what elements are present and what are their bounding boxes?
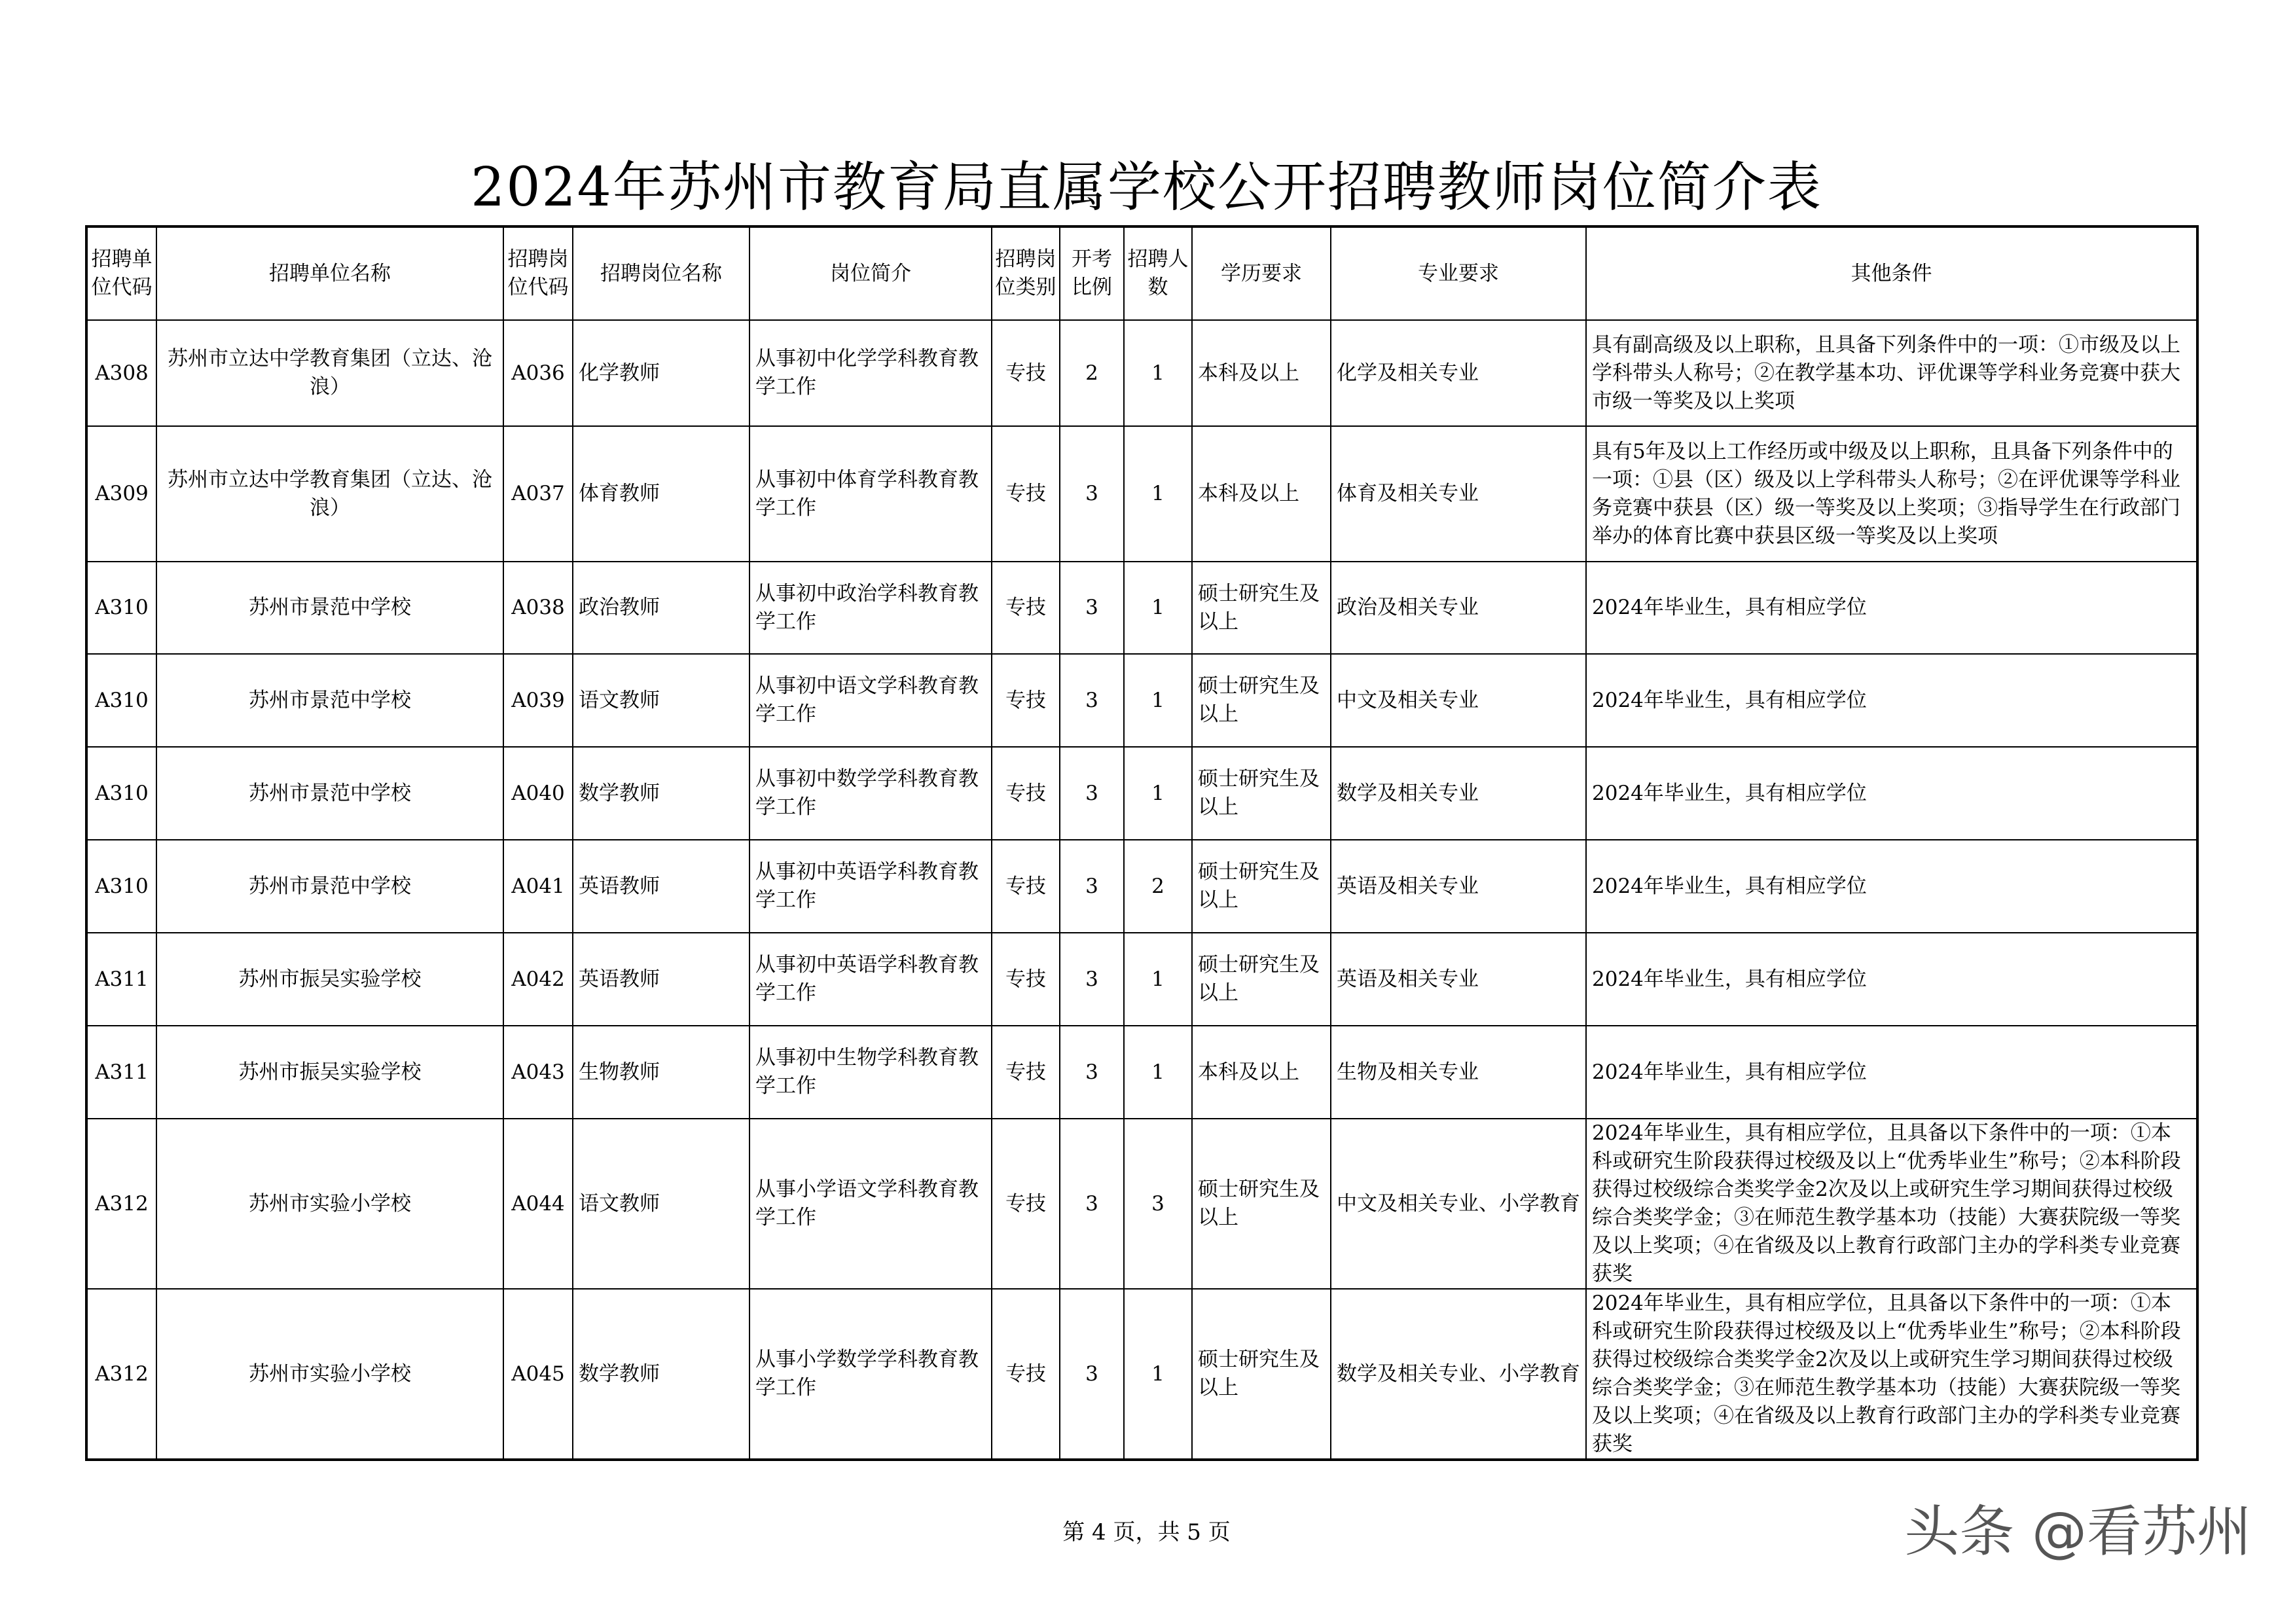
cell-ratio: 3 [1060, 1289, 1124, 1460]
cell-unit-code: A308 [86, 320, 156, 426]
cell-unit-name: 苏州市立达中学教育集团（立达、沧浪） [156, 320, 503, 426]
table-row [86, 1119, 2197, 1289]
cell-post-code: A038 [503, 562, 573, 654]
cell-major: 英语及相关专业 [1331, 933, 1586, 1026]
cell-major: 化学及相关专业 [1331, 320, 1586, 426]
cell-count: 1 [1124, 562, 1192, 654]
cell-other: 2024年毕业生，具有相应学位 [1586, 747, 2197, 840]
cell-post-intro: 从事初中化学学科教育教学工作 [749, 320, 992, 426]
cell-major: 中文及相关专业、小学教育 [1331, 1119, 1586, 1289]
cell-count: 1 [1124, 654, 1192, 747]
cell-ratio: 2 [1060, 320, 1124, 426]
cell-education: 硕士研究生及以上 [1192, 933, 1331, 1026]
cell-other: 2024年毕业生，具有相应学位 [1586, 562, 2197, 654]
header-post-name: 招聘岗位名称 [573, 226, 749, 320]
cell-education: 硕士研究生及以上 [1192, 840, 1331, 933]
table-row [86, 320, 2197, 426]
cell-post-name: 英语教师 [573, 840, 749, 933]
cell-unit-code: A312 [86, 1289, 156, 1460]
cell-count: 1 [1124, 426, 1192, 562]
cell-other: 具有5年及以上工作经历或中级及以上职称，且具备下列条件中的一项：①县（区）级及以上学科带头人称号；②在评优课等学科业务竞赛中获县（区）级一等奖及以上奖项；③指导学生在行政部门举办的体育比赛中获县区级一等奖及以上奖项 [1586, 426, 2197, 562]
cell-post-type: 专技 [992, 562, 1060, 654]
cell-unit-code: A310 [86, 840, 156, 933]
cell-ratio: 3 [1060, 1026, 1124, 1119]
table-row [86, 1289, 2197, 1460]
cell-post-name: 化学教师 [573, 320, 749, 426]
cell-education: 硕士研究生及以上 [1192, 654, 1331, 747]
cell-post-type: 专技 [992, 1026, 1060, 1119]
cell-other: 2024年毕业生，具有相应学位 [1586, 840, 2197, 933]
cell-unit-code: A312 [86, 1119, 156, 1289]
cell-unit-name: 苏州市景范中学校 [156, 840, 503, 933]
page-number: 第 4 页，共 5 页 [1062, 1519, 1231, 1545]
cell-post-type: 专技 [992, 747, 1060, 840]
cell-unit-name: 苏州市实验小学校 [156, 1289, 503, 1460]
cell-post-intro: 从事初中生物学科教育教学工作 [749, 1026, 992, 1119]
cell-post-name: 英语教师 [573, 933, 749, 1026]
cell-unit-name: 苏州市振吴实验学校 [156, 933, 503, 1026]
cell-other: 具有副高级及以上职称，且具备下列条件中的一项：①市级及以上学科带头人称号；②在教学基本功、评优课等学科业务竞赛中获大市级一等奖及以上奖项 [1586, 320, 2197, 426]
table-row [86, 840, 2197, 933]
cell-unit-code: A310 [86, 562, 156, 654]
cell-post-intro: 从事初中英语学科教育教学工作 [749, 840, 992, 933]
cell-post-code: A041 [503, 840, 573, 933]
cell-education: 本科及以上 [1192, 320, 1331, 426]
cell-count: 1 [1124, 1026, 1192, 1119]
cell-unit-name: 苏州市振吴实验学校 [156, 1026, 503, 1119]
cell-post-intro: 从事小学语文学科教育教学工作 [749, 1119, 992, 1289]
header-unit-code: 招聘单位代码 [86, 226, 156, 320]
cell-post-type: 专技 [992, 426, 1060, 562]
cell-count: 3 [1124, 1119, 1192, 1289]
cell-post-code: A042 [503, 933, 573, 1026]
cell-ratio: 3 [1060, 654, 1124, 747]
cell-post-name: 政治教师 [573, 562, 749, 654]
cell-major: 中文及相关专业 [1331, 654, 1586, 747]
cell-major: 数学及相关专业、小学教育 [1331, 1289, 1586, 1460]
cell-post-type: 专技 [992, 1119, 1060, 1289]
cell-post-code: A044 [503, 1119, 573, 1289]
cell-unit-code: A311 [86, 933, 156, 1026]
header-education: 学历要求 [1192, 226, 1331, 320]
cell-education: 硕士研究生及以上 [1192, 562, 1331, 654]
cell-unit-code: A309 [86, 426, 156, 562]
cell-post-type: 专技 [992, 1289, 1060, 1460]
cell-post-code: A036 [503, 320, 573, 426]
cell-post-name: 数学教师 [573, 1289, 749, 1460]
cell-post-intro: 从事初中政治学科教育教学工作 [749, 562, 992, 654]
table-row [86, 562, 2197, 654]
cell-post-code: A039 [503, 654, 573, 747]
cell-post-code: A040 [503, 747, 573, 840]
cell-unit-code: A311 [86, 1026, 156, 1119]
cell-other: 2024年毕业生，具有相应学位 [1586, 654, 2197, 747]
cell-major: 政治及相关专业 [1331, 562, 1586, 654]
cell-education: 本科及以上 [1192, 1026, 1331, 1119]
cell-ratio: 3 [1060, 933, 1124, 1026]
recruitment-table [85, 225, 2199, 1461]
cell-count: 1 [1124, 747, 1192, 840]
cell-education: 本科及以上 [1192, 426, 1331, 562]
cell-education: 硕士研究生及以上 [1192, 1119, 1331, 1289]
table-row [86, 747, 2197, 840]
cell-post-intro: 从事初中语文学科教育教学工作 [749, 654, 992, 747]
cell-unit-code: A310 [86, 654, 156, 747]
page-title: 2024年苏州市教育局直属学校公开招聘教师岗位简介表 [471, 156, 1822, 219]
cell-post-name: 语文教师 [573, 654, 749, 747]
cell-post-intro: 从事初中数学学科教育教学工作 [749, 747, 992, 840]
cell-unit-name: 苏州市立达中学教育集团（立达、沧浪） [156, 426, 503, 562]
header-post-code: 招聘岗位代码 [503, 226, 573, 320]
cell-count: 2 [1124, 840, 1192, 933]
cell-major: 生物及相关专业 [1331, 1026, 1586, 1119]
cell-education: 硕士研究生及以上 [1192, 747, 1331, 840]
cell-unit-code: A310 [86, 747, 156, 840]
cell-post-name: 体育教师 [573, 426, 749, 562]
header-post-type: 招聘岗位类别 [992, 226, 1060, 320]
cell-count: 1 [1124, 1289, 1192, 1460]
cell-post-name: 数学教师 [573, 747, 749, 840]
cell-post-type: 专技 [992, 840, 1060, 933]
table-header-row [86, 226, 2197, 320]
cell-major: 体育及相关专业 [1331, 426, 1586, 562]
cell-other: 2024年毕业生，具有相应学位 [1586, 1026, 2197, 1119]
cell-post-type: 专技 [992, 933, 1060, 1026]
table-row [86, 654, 2197, 747]
cell-post-name: 生物教师 [573, 1026, 749, 1119]
cell-unit-name: 苏州市实验小学校 [156, 1119, 503, 1289]
cell-other: 2024年毕业生，具有相应学位，且具备以下条件中的一项：①本科或研究生阶段获得过校级及以上“优秀毕业生”称号；②本科阶段获得过校级综合类奖学金2次及以上或研究生学习期间获得过校级综合类奖学金；③在师范生教学基本功（技能）大赛获院级一等奖及以上奖项；④在省级及以上教育行政部门主办的学科类专业竞赛获奖 [1586, 1289, 2197, 1460]
cell-unit-name: 苏州市景范中学校 [156, 747, 503, 840]
cell-ratio: 3 [1060, 426, 1124, 562]
cell-unit-name: 苏州市景范中学校 [156, 562, 503, 654]
cell-count: 1 [1124, 320, 1192, 426]
cell-ratio: 3 [1060, 840, 1124, 933]
cell-ratio: 3 [1060, 562, 1124, 654]
cell-post-code: A043 [503, 1026, 573, 1119]
watermark: 头条 @看苏州 [1904, 1500, 2252, 1564]
header-ratio: 开考比例 [1060, 226, 1124, 320]
cell-other: 2024年毕业生，具有相应学位，且具备以下条件中的一项：①本科或研究生阶段获得过校级及以上“优秀毕业生”称号；②本科阶段获得过校级综合类奖学金2次及以上或研究生学习期间获得过校级综合类奖学金；③在师范生教学基本功（技能）大赛获院级一等奖及以上奖项；④在省级及以上教育行政部门主办的学科类专业竞赛获奖 [1586, 1119, 2197, 1289]
cell-other: 2024年毕业生，具有相应学位 [1586, 933, 2197, 1026]
table-row [86, 426, 2197, 562]
cell-post-name: 语文教师 [573, 1119, 749, 1289]
cell-post-intro: 从事初中体育学科教育教学工作 [749, 426, 992, 562]
cell-major: 英语及相关专业 [1331, 840, 1586, 933]
cell-post-code: A045 [503, 1289, 573, 1460]
cell-post-code: A037 [503, 426, 573, 562]
cell-post-intro: 从事初中英语学科教育教学工作 [749, 933, 992, 1026]
cell-post-type: 专技 [992, 320, 1060, 426]
table-row [86, 933, 2197, 1026]
header-post-intro: 岗位简介 [749, 226, 992, 320]
cell-ratio: 3 [1060, 747, 1124, 840]
header-unit-name: 招聘单位名称 [156, 226, 503, 320]
header-other: 其他条件 [1586, 226, 2197, 320]
cell-count: 1 [1124, 933, 1192, 1026]
cell-education: 硕士研究生及以上 [1192, 1289, 1331, 1460]
cell-ratio: 3 [1060, 1119, 1124, 1289]
table-row [86, 1026, 2197, 1119]
cell-post-type: 专技 [992, 654, 1060, 747]
header-count: 招聘人数 [1124, 226, 1192, 320]
header-major: 专业要求 [1331, 226, 1586, 320]
cell-post-intro: 从事小学数学学科教育教学工作 [749, 1289, 992, 1460]
cell-unit-name: 苏州市景范中学校 [156, 654, 503, 747]
cell-major: 数学及相关专业 [1331, 747, 1586, 840]
